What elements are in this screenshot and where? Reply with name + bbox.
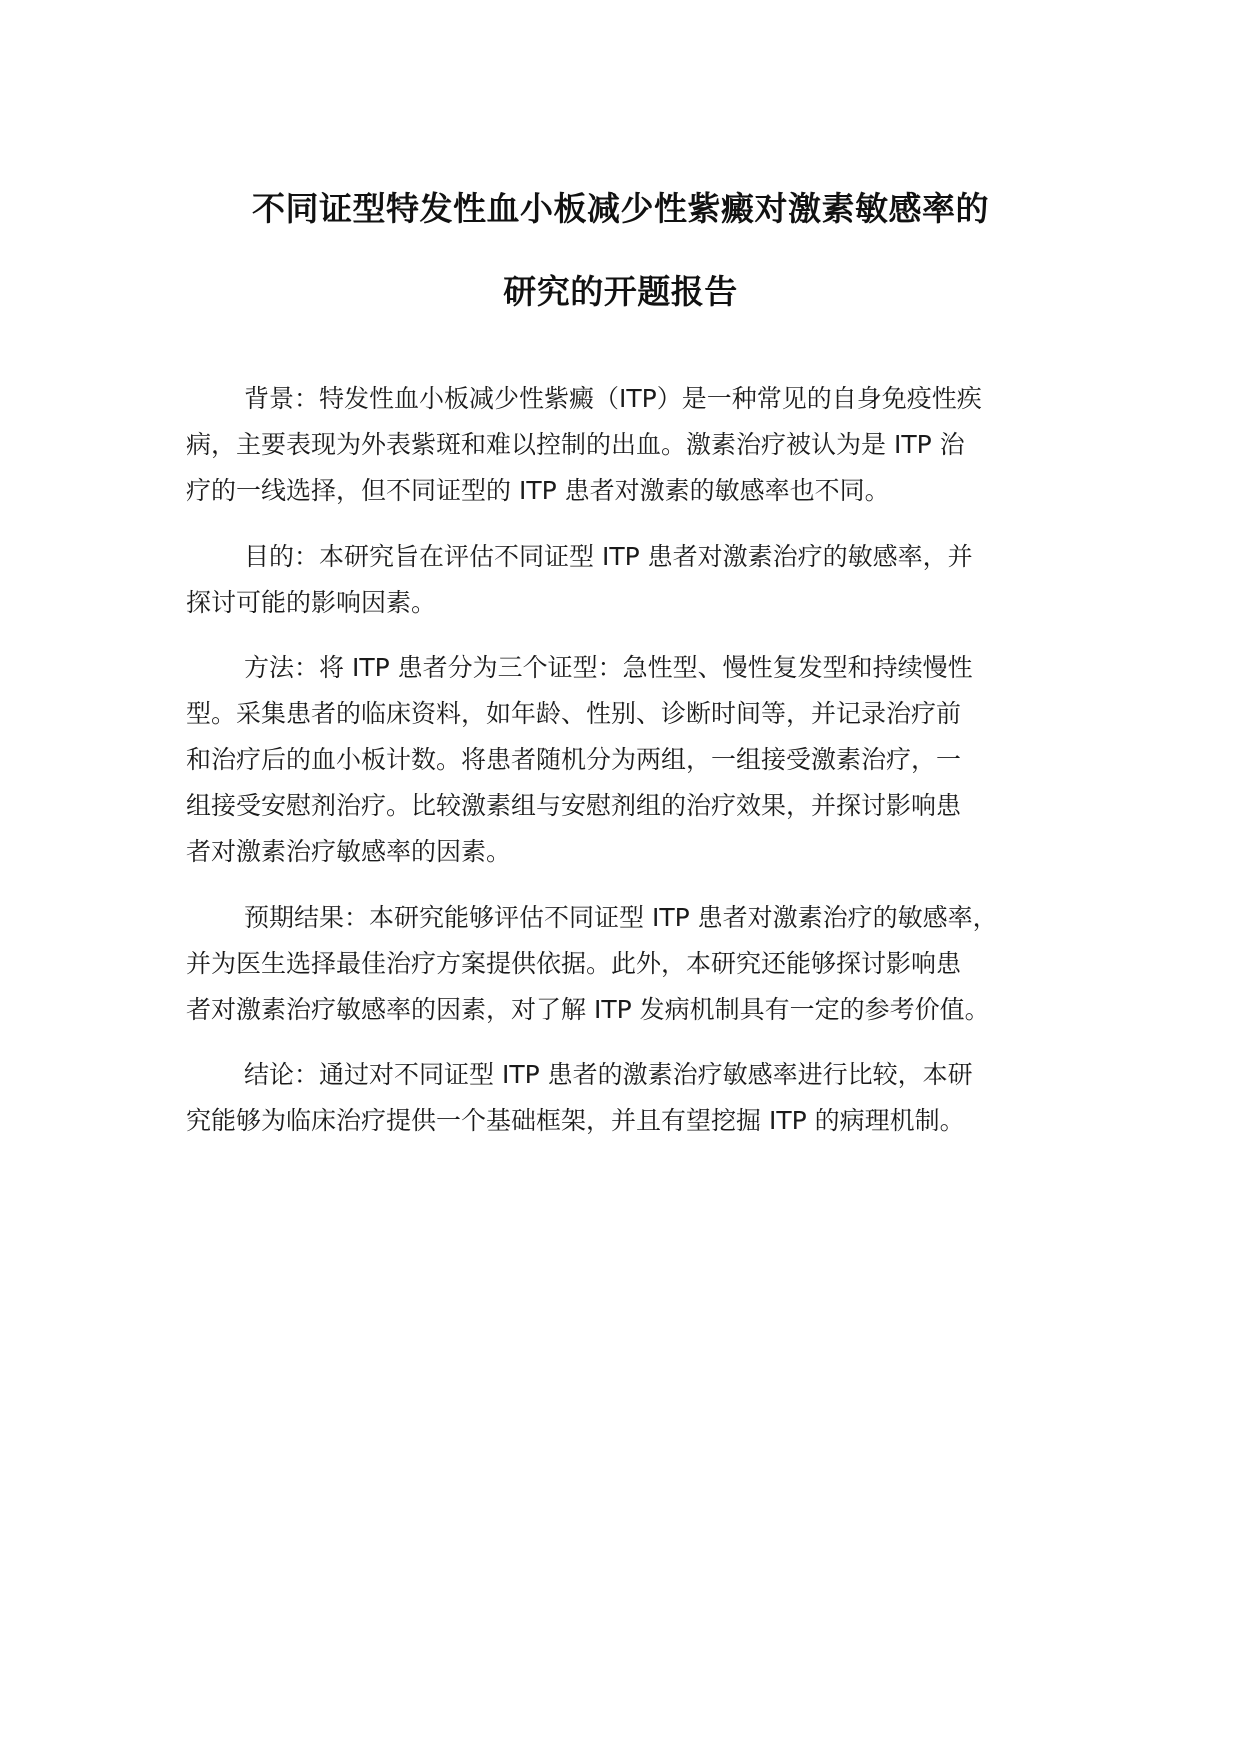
paragraph-line: 预期结果：本研究能够评估不同证型 ITP 患者对激素治疗的敏感率， (244, 903, 998, 932)
paragraph-line: 并为医生选择最佳治疗方案提供依据。此外，本研究还能够探讨影响患 (186, 949, 962, 978)
paragraph-line: 者对激素治疗敏感率的因素，对了解 ITP 发病机制具有一定的参考价值。 (186, 995, 990, 1024)
document-title-line-1: 不同证型特发性血小板减少性紫癜对激素敏感率的 (252, 189, 989, 228)
paragraph-line: 目的：本研究旨在评估不同证型 ITP 患者对激素治疗的敏感率，并 (244, 542, 973, 571)
paragraph-line: 结论：通过对不同证型 ITP 患者的激素治疗敏感率进行比较，本研 (244, 1060, 973, 1089)
paragraph-line: 组接受安慰剂治疗。比较激素组与安慰剂组的治疗效果，并探讨影响患 (186, 791, 962, 820)
paragraph-line: 者对激素治疗敏感率的因素。 (186, 837, 512, 866)
paragraph-line: 病，主要表现为外表紫斑和难以控制的出血。激素治疗被认为是 ITP 治 (186, 430, 965, 459)
document-title-line-2: 研究的开题报告 (503, 272, 738, 311)
paragraph-objective (186, 534, 1076, 626)
paragraph-line: 探讨可能的影响因素。 (186, 588, 437, 617)
paragraph-line: 背景：特发性血小板减少性紫癜（ITP）是一种常见的自身免疫性疾 (244, 384, 982, 413)
paragraph-line: 究能够为临床治疗提供一个基础框架，并且有望挖掘 ITP 的病理机制。 (186, 1106, 965, 1135)
paragraph-line: 疗的一线选择，但不同证型的 ITP 患者对激素的敏感率也不同。 (186, 476, 890, 505)
paragraph-methods (186, 645, 1076, 875)
paragraph-expected-results (186, 895, 1076, 1033)
paragraph-line: 和治疗后的血小板计数。将患者随机分为两组，一组接受激素治疗，一 (186, 745, 962, 774)
paragraph-line: 型。采集患者的临床资料，如年龄、性别、诊断时间等，并记录治疗前 (186, 699, 962, 728)
paragraph-line: 方法：将 ITP 患者分为三个证型：急性型、慢性复发型和持续慢性 (244, 653, 973, 682)
paragraph-background (186, 376, 1076, 514)
paragraph-conclusion (186, 1052, 1076, 1144)
